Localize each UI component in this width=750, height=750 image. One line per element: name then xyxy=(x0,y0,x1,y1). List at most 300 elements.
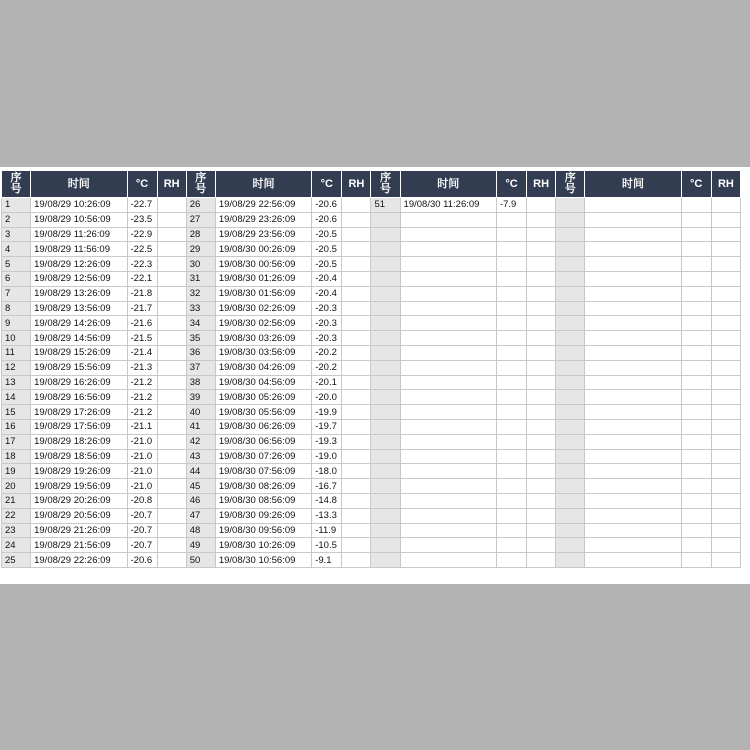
time-cell: 19/08/29 20:26:09 xyxy=(31,493,127,508)
rh-cell xyxy=(157,419,186,434)
rh-cell xyxy=(157,301,186,316)
temp-cell: -20.6 xyxy=(312,212,342,227)
rh-cell xyxy=(342,242,371,257)
index-cell: 7 xyxy=(2,286,31,301)
index-cell: 19 xyxy=(2,464,31,479)
temp-cell xyxy=(681,375,711,390)
rh-cell xyxy=(711,345,740,360)
time-cell: 19/08/29 11:56:09 xyxy=(31,242,127,257)
header-index-1 xyxy=(186,171,215,198)
header-index-char: 序 xyxy=(195,172,207,184)
rh-cell xyxy=(527,493,556,508)
index-cell xyxy=(556,375,585,390)
rh-cell xyxy=(157,508,186,523)
temp-cell: -21.2 xyxy=(127,405,157,420)
time-cell: 19/08/29 19:26:09 xyxy=(31,464,127,479)
temp-cell: -20.6 xyxy=(127,553,157,568)
rh-cell xyxy=(157,360,186,375)
temp-cell xyxy=(681,242,711,257)
rh-cell xyxy=(157,449,186,464)
temp-cell xyxy=(496,271,526,286)
temp-cell xyxy=(681,257,711,272)
temp-cell xyxy=(681,449,711,464)
index-cell: 13 xyxy=(2,375,31,390)
time-cell xyxy=(400,419,496,434)
rh-cell xyxy=(711,375,740,390)
rh-cell xyxy=(527,508,556,523)
time-cell: 19/08/30 07:56:09 xyxy=(215,464,311,479)
temp-cell xyxy=(681,390,711,405)
temp-cell: -20.4 xyxy=(312,271,342,286)
temp-cell xyxy=(681,419,711,434)
rh-cell xyxy=(157,271,186,286)
index-cell xyxy=(371,212,400,227)
time-cell: 19/08/29 22:26:09 xyxy=(31,553,127,568)
temp-cell xyxy=(496,212,526,227)
time-cell xyxy=(585,257,681,272)
time-cell xyxy=(585,538,681,553)
temp-cell: -18.0 xyxy=(312,464,342,479)
index-cell: 15 xyxy=(2,405,31,420)
index-cell: 12 xyxy=(2,360,31,375)
temp-cell xyxy=(681,508,711,523)
rh-cell xyxy=(342,257,371,272)
index-cell: 48 xyxy=(186,523,215,538)
header-index-3 xyxy=(556,171,585,198)
rh-cell xyxy=(157,464,186,479)
time-cell xyxy=(585,331,681,346)
index-cell xyxy=(371,242,400,257)
rh-cell xyxy=(342,345,371,360)
index-cell: 10 xyxy=(2,331,31,346)
temp-cell: -21.3 xyxy=(127,360,157,375)
header-rh-1: RH xyxy=(342,171,371,198)
index-cell: 4 xyxy=(2,242,31,257)
rh-cell xyxy=(342,360,371,375)
table-row xyxy=(2,271,741,286)
rh-cell xyxy=(527,345,556,360)
rh-cell xyxy=(711,257,740,272)
index-cell: 44 xyxy=(186,464,215,479)
rh-cell xyxy=(157,523,186,538)
table-row xyxy=(2,405,741,420)
temp-cell: -20.7 xyxy=(127,538,157,553)
temp-cell: -21.0 xyxy=(127,479,157,494)
rh-cell xyxy=(527,375,556,390)
temp-cell xyxy=(496,479,526,494)
rh-cell xyxy=(711,479,740,494)
index-cell xyxy=(556,286,585,301)
header-index-0 xyxy=(2,171,31,198)
temp-cell xyxy=(496,493,526,508)
time-cell: 19/08/30 05:26:09 xyxy=(215,390,311,405)
temp-cell: -20.7 xyxy=(127,523,157,538)
rh-cell xyxy=(342,553,371,568)
index-cell: 26 xyxy=(186,198,215,213)
temp-cell: -21.2 xyxy=(127,375,157,390)
time-cell xyxy=(400,360,496,375)
rh-cell xyxy=(527,405,556,420)
index-cell xyxy=(556,257,585,272)
time-cell xyxy=(400,390,496,405)
time-cell: 19/08/30 10:26:09 xyxy=(215,538,311,553)
index-cell xyxy=(371,405,400,420)
rh-cell xyxy=(711,286,740,301)
time-cell xyxy=(585,508,681,523)
index-cell: 50 xyxy=(186,553,215,568)
time-cell: 19/08/30 02:56:09 xyxy=(215,316,311,331)
rh-cell xyxy=(342,508,371,523)
index-cell xyxy=(371,508,400,523)
temp-cell xyxy=(496,434,526,449)
time-cell: 19/08/29 10:26:09 xyxy=(31,198,127,213)
temp-cell: -10.5 xyxy=(312,538,342,553)
temp-cell: -22.9 xyxy=(127,227,157,242)
time-cell: 19/08/29 23:26:09 xyxy=(215,212,311,227)
rh-cell xyxy=(527,242,556,257)
time-cell xyxy=(585,212,681,227)
temp-cell: -20.5 xyxy=(312,242,342,257)
time-cell xyxy=(400,449,496,464)
temp-cell: -21.5 xyxy=(127,331,157,346)
temp-cell: -20.7 xyxy=(127,508,157,523)
time-cell: 19/08/29 13:56:09 xyxy=(31,301,127,316)
rh-cell xyxy=(342,390,371,405)
rh-cell xyxy=(342,405,371,420)
time-cell: 19/08/29 14:56:09 xyxy=(31,331,127,346)
rh-cell xyxy=(157,493,186,508)
header-temp-0: °C xyxy=(127,171,157,198)
time-cell xyxy=(585,271,681,286)
time-cell xyxy=(400,508,496,523)
index-cell: 37 xyxy=(186,360,215,375)
table-row xyxy=(2,301,741,316)
index-cell: 42 xyxy=(186,434,215,449)
rh-cell xyxy=(527,390,556,405)
rh-cell xyxy=(342,375,371,390)
temp-cell xyxy=(496,345,526,360)
header-time-2: 时间 xyxy=(400,171,496,198)
index-cell xyxy=(556,405,585,420)
rh-cell xyxy=(711,434,740,449)
temp-cell: -19.7 xyxy=(312,419,342,434)
index-cell xyxy=(371,375,400,390)
rh-cell xyxy=(711,271,740,286)
temp-cell: -20.3 xyxy=(312,331,342,346)
rh-cell xyxy=(711,316,740,331)
rh-cell xyxy=(711,242,740,257)
rh-cell xyxy=(157,375,186,390)
temp-cell xyxy=(681,301,711,316)
time-cell: 19/08/29 17:26:09 xyxy=(31,405,127,420)
temperature-log-table xyxy=(1,170,741,568)
temp-cell: -21.8 xyxy=(127,286,157,301)
temp-cell: -22.5 xyxy=(127,242,157,257)
index-cell: 40 xyxy=(186,405,215,420)
index-cell: 39 xyxy=(186,390,215,405)
header-index-char: 序 xyxy=(10,172,22,184)
time-cell: 19/08/29 23:56:09 xyxy=(215,227,311,242)
time-cell: 19/08/30 04:56:09 xyxy=(215,375,311,390)
time-cell: 19/08/29 18:56:09 xyxy=(31,449,127,464)
time-cell: 19/08/30 03:26:09 xyxy=(215,331,311,346)
log-body xyxy=(2,198,741,568)
index-cell: 20 xyxy=(2,479,31,494)
time-cell xyxy=(585,553,681,568)
rh-cell xyxy=(157,553,186,568)
index-cell: 49 xyxy=(186,538,215,553)
time-cell xyxy=(400,493,496,508)
time-cell: 19/08/29 10:56:09 xyxy=(31,212,127,227)
index-cell xyxy=(556,553,585,568)
index-cell xyxy=(371,390,400,405)
table-row xyxy=(2,419,741,434)
index-cell: 9 xyxy=(2,316,31,331)
temp-cell xyxy=(681,405,711,420)
index-cell: 25 xyxy=(2,553,31,568)
temp-cell xyxy=(681,493,711,508)
index-cell: 38 xyxy=(186,375,215,390)
header-index-char: 号 xyxy=(564,183,576,195)
index-cell: 41 xyxy=(186,419,215,434)
rh-cell xyxy=(527,301,556,316)
table-row xyxy=(2,390,741,405)
index-cell xyxy=(556,345,585,360)
index-cell: 16 xyxy=(2,419,31,434)
header-rh-2: RH xyxy=(527,171,556,198)
rh-cell xyxy=(527,212,556,227)
table-row xyxy=(2,434,741,449)
rh-cell xyxy=(711,331,740,346)
rh-cell xyxy=(711,227,740,242)
time-cell: 19/08/30 09:56:09 xyxy=(215,523,311,538)
time-cell xyxy=(585,360,681,375)
temp-cell xyxy=(496,390,526,405)
table-row xyxy=(2,212,741,227)
rh-cell xyxy=(711,538,740,553)
rh-cell xyxy=(527,286,556,301)
rh-cell xyxy=(527,553,556,568)
temp-cell: -21.7 xyxy=(127,301,157,316)
index-cell xyxy=(371,345,400,360)
index-cell xyxy=(556,493,585,508)
rh-cell xyxy=(342,198,371,213)
temp-cell xyxy=(496,405,526,420)
rh-cell xyxy=(527,419,556,434)
temp-cell xyxy=(496,286,526,301)
time-cell xyxy=(400,434,496,449)
table-row xyxy=(2,479,741,494)
rh-cell xyxy=(342,212,371,227)
rh-cell xyxy=(342,464,371,479)
temp-cell xyxy=(496,508,526,523)
rh-cell xyxy=(157,434,186,449)
temp-cell xyxy=(496,331,526,346)
temp-cell xyxy=(681,198,711,213)
rh-cell xyxy=(157,405,186,420)
index-cell xyxy=(371,464,400,479)
time-cell xyxy=(585,345,681,360)
time-cell xyxy=(400,375,496,390)
index-cell xyxy=(371,316,400,331)
temp-cell xyxy=(496,449,526,464)
header-rh-3: RH xyxy=(711,171,740,198)
time-cell xyxy=(585,419,681,434)
rh-cell xyxy=(157,345,186,360)
rh-cell xyxy=(711,405,740,420)
time-cell: 19/08/30 08:56:09 xyxy=(215,493,311,508)
temp-cell xyxy=(681,464,711,479)
temp-cell: -20.1 xyxy=(312,375,342,390)
index-cell: 1 xyxy=(2,198,31,213)
rh-cell xyxy=(711,464,740,479)
table-row xyxy=(2,227,741,242)
rh-cell xyxy=(157,286,186,301)
rh-cell xyxy=(157,316,186,331)
rh-cell xyxy=(342,538,371,553)
temp-cell xyxy=(681,227,711,242)
index-cell: 11 xyxy=(2,345,31,360)
rh-cell xyxy=(711,523,740,538)
rh-cell xyxy=(711,198,740,213)
temp-cell xyxy=(496,538,526,553)
temp-cell xyxy=(496,242,526,257)
temp-cell xyxy=(496,553,526,568)
index-cell: 47 xyxy=(186,508,215,523)
time-cell xyxy=(400,301,496,316)
index-cell xyxy=(556,523,585,538)
time-cell: 19/08/29 21:26:09 xyxy=(31,523,127,538)
time-cell xyxy=(585,316,681,331)
time-cell: 19/08/30 11:26:09 xyxy=(400,198,496,213)
time-cell xyxy=(585,449,681,464)
index-cell xyxy=(556,198,585,213)
temp-cell xyxy=(496,301,526,316)
time-cell: 19/08/29 18:26:09 xyxy=(31,434,127,449)
rh-cell xyxy=(711,360,740,375)
temp-cell: -20.0 xyxy=(312,390,342,405)
time-cell xyxy=(585,301,681,316)
index-cell: 35 xyxy=(186,331,215,346)
time-cell xyxy=(400,316,496,331)
rh-cell xyxy=(157,212,186,227)
time-cell xyxy=(400,345,496,360)
time-cell: 19/08/30 10:56:09 xyxy=(215,553,311,568)
index-cell: 22 xyxy=(2,508,31,523)
time-cell: 19/08/29 14:26:09 xyxy=(31,316,127,331)
temp-cell: -20.3 xyxy=(312,301,342,316)
temp-cell xyxy=(496,227,526,242)
time-cell xyxy=(400,331,496,346)
time-cell xyxy=(585,479,681,494)
time-cell: 19/08/30 04:26:09 xyxy=(215,360,311,375)
time-cell xyxy=(585,464,681,479)
index-cell xyxy=(371,538,400,553)
time-cell xyxy=(400,271,496,286)
index-cell: 27 xyxy=(186,212,215,227)
rh-cell xyxy=(157,331,186,346)
time-cell: 19/08/30 00:26:09 xyxy=(215,242,311,257)
time-cell xyxy=(400,286,496,301)
temp-cell: -21.0 xyxy=(127,449,157,464)
temp-cell: -20.4 xyxy=(312,286,342,301)
index-cell xyxy=(556,331,585,346)
index-cell xyxy=(556,538,585,553)
temp-cell xyxy=(681,434,711,449)
rh-cell xyxy=(342,434,371,449)
table-row xyxy=(2,375,741,390)
temp-cell: -20.2 xyxy=(312,360,342,375)
time-cell: 19/08/29 20:56:09 xyxy=(31,508,127,523)
temp-cell: -11.9 xyxy=(312,523,342,538)
index-cell xyxy=(371,227,400,242)
header-index-2 xyxy=(371,171,400,198)
temp-cell xyxy=(496,375,526,390)
rh-cell xyxy=(342,331,371,346)
index-cell: 30 xyxy=(186,257,215,272)
index-cell xyxy=(556,227,585,242)
temp-cell: -21.4 xyxy=(127,345,157,360)
header-temp-3: °C xyxy=(681,171,711,198)
index-cell: 14 xyxy=(2,390,31,405)
time-cell xyxy=(400,523,496,538)
index-cell xyxy=(371,434,400,449)
temp-cell xyxy=(681,538,711,553)
temp-cell xyxy=(496,523,526,538)
index-cell: 34 xyxy=(186,316,215,331)
index-cell xyxy=(556,360,585,375)
time-cell: 19/08/30 05:56:09 xyxy=(215,405,311,420)
index-cell: 24 xyxy=(2,538,31,553)
header-time-1: 时间 xyxy=(215,171,311,198)
temp-cell xyxy=(681,212,711,227)
rh-cell xyxy=(527,449,556,464)
index-cell xyxy=(556,419,585,434)
rh-cell xyxy=(527,464,556,479)
index-cell: 17 xyxy=(2,434,31,449)
index-cell: 18 xyxy=(2,449,31,464)
temp-cell xyxy=(681,286,711,301)
index-cell xyxy=(371,523,400,538)
table-row xyxy=(2,464,741,479)
table-row xyxy=(2,523,741,538)
time-cell: 19/08/30 02:26:09 xyxy=(215,301,311,316)
table-row xyxy=(2,538,741,553)
table-row xyxy=(2,508,741,523)
time-cell xyxy=(585,198,681,213)
index-cell xyxy=(556,449,585,464)
temp-cell: -20.6 xyxy=(312,198,342,213)
rh-cell xyxy=(527,434,556,449)
index-cell xyxy=(556,479,585,494)
time-cell: 19/08/30 00:56:09 xyxy=(215,257,311,272)
header-index-char: 序 xyxy=(564,172,576,184)
time-cell xyxy=(585,390,681,405)
index-cell xyxy=(556,434,585,449)
index-cell xyxy=(371,286,400,301)
header-index-char: 序 xyxy=(379,172,391,184)
time-cell: 19/08/29 16:26:09 xyxy=(31,375,127,390)
index-cell: 28 xyxy=(186,227,215,242)
table-row xyxy=(2,553,741,568)
rh-cell xyxy=(527,523,556,538)
time-cell xyxy=(400,257,496,272)
temp-cell: -22.7 xyxy=(127,198,157,213)
rh-cell xyxy=(157,242,186,257)
header-index-char: 号 xyxy=(195,183,207,195)
temp-cell xyxy=(496,360,526,375)
rh-cell xyxy=(342,227,371,242)
